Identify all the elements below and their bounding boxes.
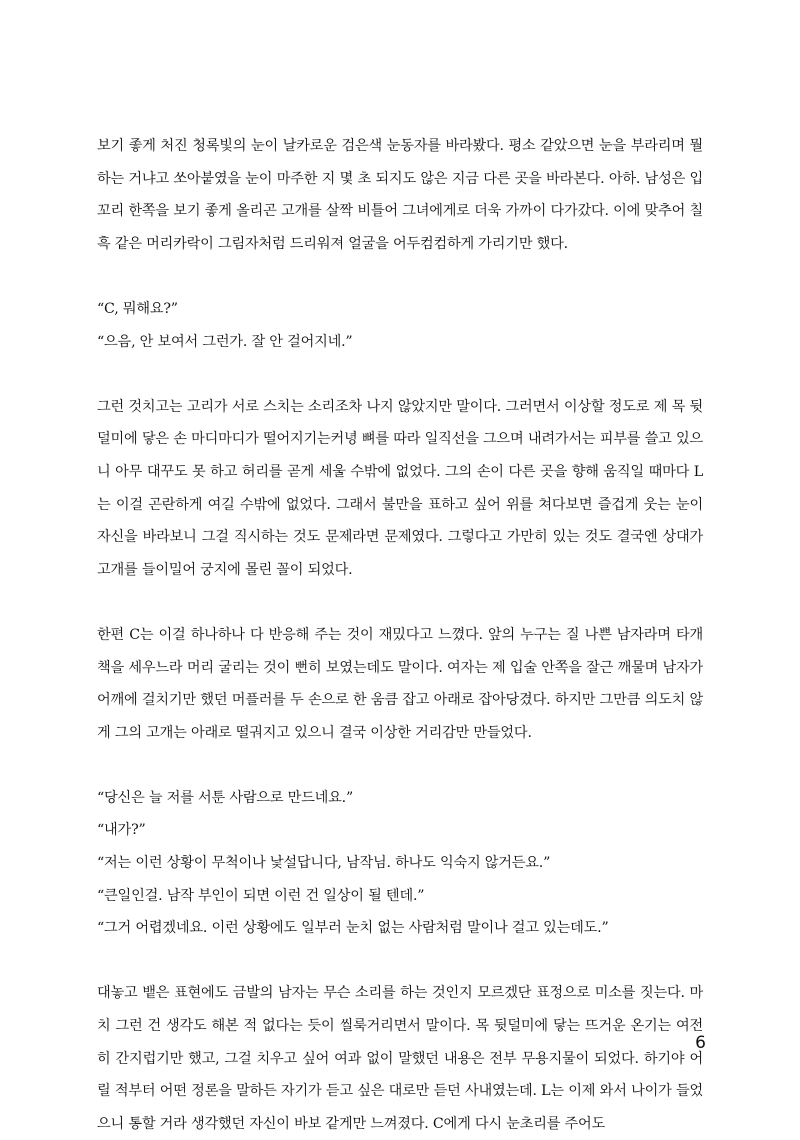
dialogue-line: “내가?” — [97, 822, 146, 839]
dialogue-line: “C, 뭐해요?” — [97, 300, 178, 317]
dialogue-line: “으음, 안 보여서 그런가. 잘 안 걸어지네.” — [97, 333, 353, 350]
dialogue-line: “저는 이런 상황이 무척이나 낯설답니다, 남작님. 하나도 익숙지 않거든요.” — [97, 855, 551, 872]
body-text — [97, 130, 703, 1140]
paragraph: 그런 것치고는 고리가 서로 스치는 소리조차 나지 않았지만 말이다. 그러면서 이상할 정도로 제 목 뒷덜미에 닿은 손 마디마디가 떨어지기는커녕 뼈를 따라 일직선을 그으며 내려가서는 피부를 쓸고 있으니 아무 대꾸도 못 하고 허리를 곧게 세울 수밖에 없었다. 그의 손이 다른 곳을 향해 움직일 때마다 L는 이걸 곤란하게 여길 수밖에 없었다. 그래서 불만을 표하고 싶어 위를 쳐다보면 즐겁게 웃는 눈이 자신을 바라보니 그걸 직시하는 것도 문제라면 문제였다. 그렇다고 가만히 있는 것도 결국엔 상대가 고개를 들이밀어 궁지에 몰린 꼴이 되었다. — [97, 398, 703, 578]
dialogue-line: “그거 어렵겠네요. 이런 상황에도 일부러 눈치 없는 사람처럼 말이나 걸고 있는데도.” — [97, 920, 609, 937]
paragraph-gap — [97, 586, 703, 619]
paragraph: 대놓고 뱉은 표현에도 금발의 남자는 무슨 소리를 하는 것인지 모르겠단 표정으로 미소를 짓는다. 마치 그런 건 생각도 해본 적 없다는 듯이 씰룩거리면서 말이다. 목 뒷덜미에 닿는 뜨거운 온기는 여전히 간지럽기만 했고, 그걸 치우고 싶어 여과 없이 말했던 내용은 전부 무용지물이 되었다. 하기야 어릴 적부터 어떤 정론을 말하든 자기가 듣고 싶은 대로만 듣던 사내였는데. L는 이제 와서 나이가 들었으니 통할 거라 생각했던 자신이 바보 같게만 느껴졌다. C에게 다시 눈초리를 주어도 — [97, 985, 703, 1132]
paragraph-gap — [97, 358, 703, 391]
paragraph-gap — [97, 749, 703, 782]
page-number: 6 — [695, 1033, 706, 1053]
dialogue-line: “당신은 늘 저를 서툰 사람으로 만드네요.” — [97, 789, 354, 806]
paragraph-gap — [97, 945, 703, 978]
dialogue-line: “큰일인걸. 남작 부인이 되면 이런 건 일상이 될 텐데.” — [97, 887, 425, 904]
paragraph: 한편 C는 이걸 하나하나 다 반응해 주는 것이 재밌다고 느꼈다. 앞의 누구는 질 나쁜 남자라며 타개책을 세우느라 머리 굴리는 것이 뻔히 보였는데도 말이다. 여자는 제 입술 안쪽을 잘근 깨물며 남자가 어깨에 걸치기만 했던 머플러를 두 손으로 한 움큼 잡고 아래로 잡아당겼다. 하지만 그만큼 의도치 않게 그의 고개는 아래로 떨궈지고 있으니 결국 이상한 거리감만 만들었다. — [97, 626, 703, 741]
paragraph: 보기 좋게 처진 청록빛의 눈이 날카로운 검은색 눈동자를 바라봤다. 평소 같았으면 눈을 부라리며 뭘 하는 거냐고 쏘아붙였을 눈이 마주한 지 몇 초 되지도 않은 지금 다른 곳을 바라본다. 아하. 남성은 입꼬리 한쪽을 보기 좋게 올리곤 고개를 살짝 비틀어 그녀에게로 더욱 가까이 다가갔다. 이에 맞추어 칠흑 같은 머리카락이 그림자처럼 드리워져 얼굴을 어두컴컴하게 가리기만 했다. — [97, 138, 703, 252]
paragraph-gap — [97, 260, 703, 293]
